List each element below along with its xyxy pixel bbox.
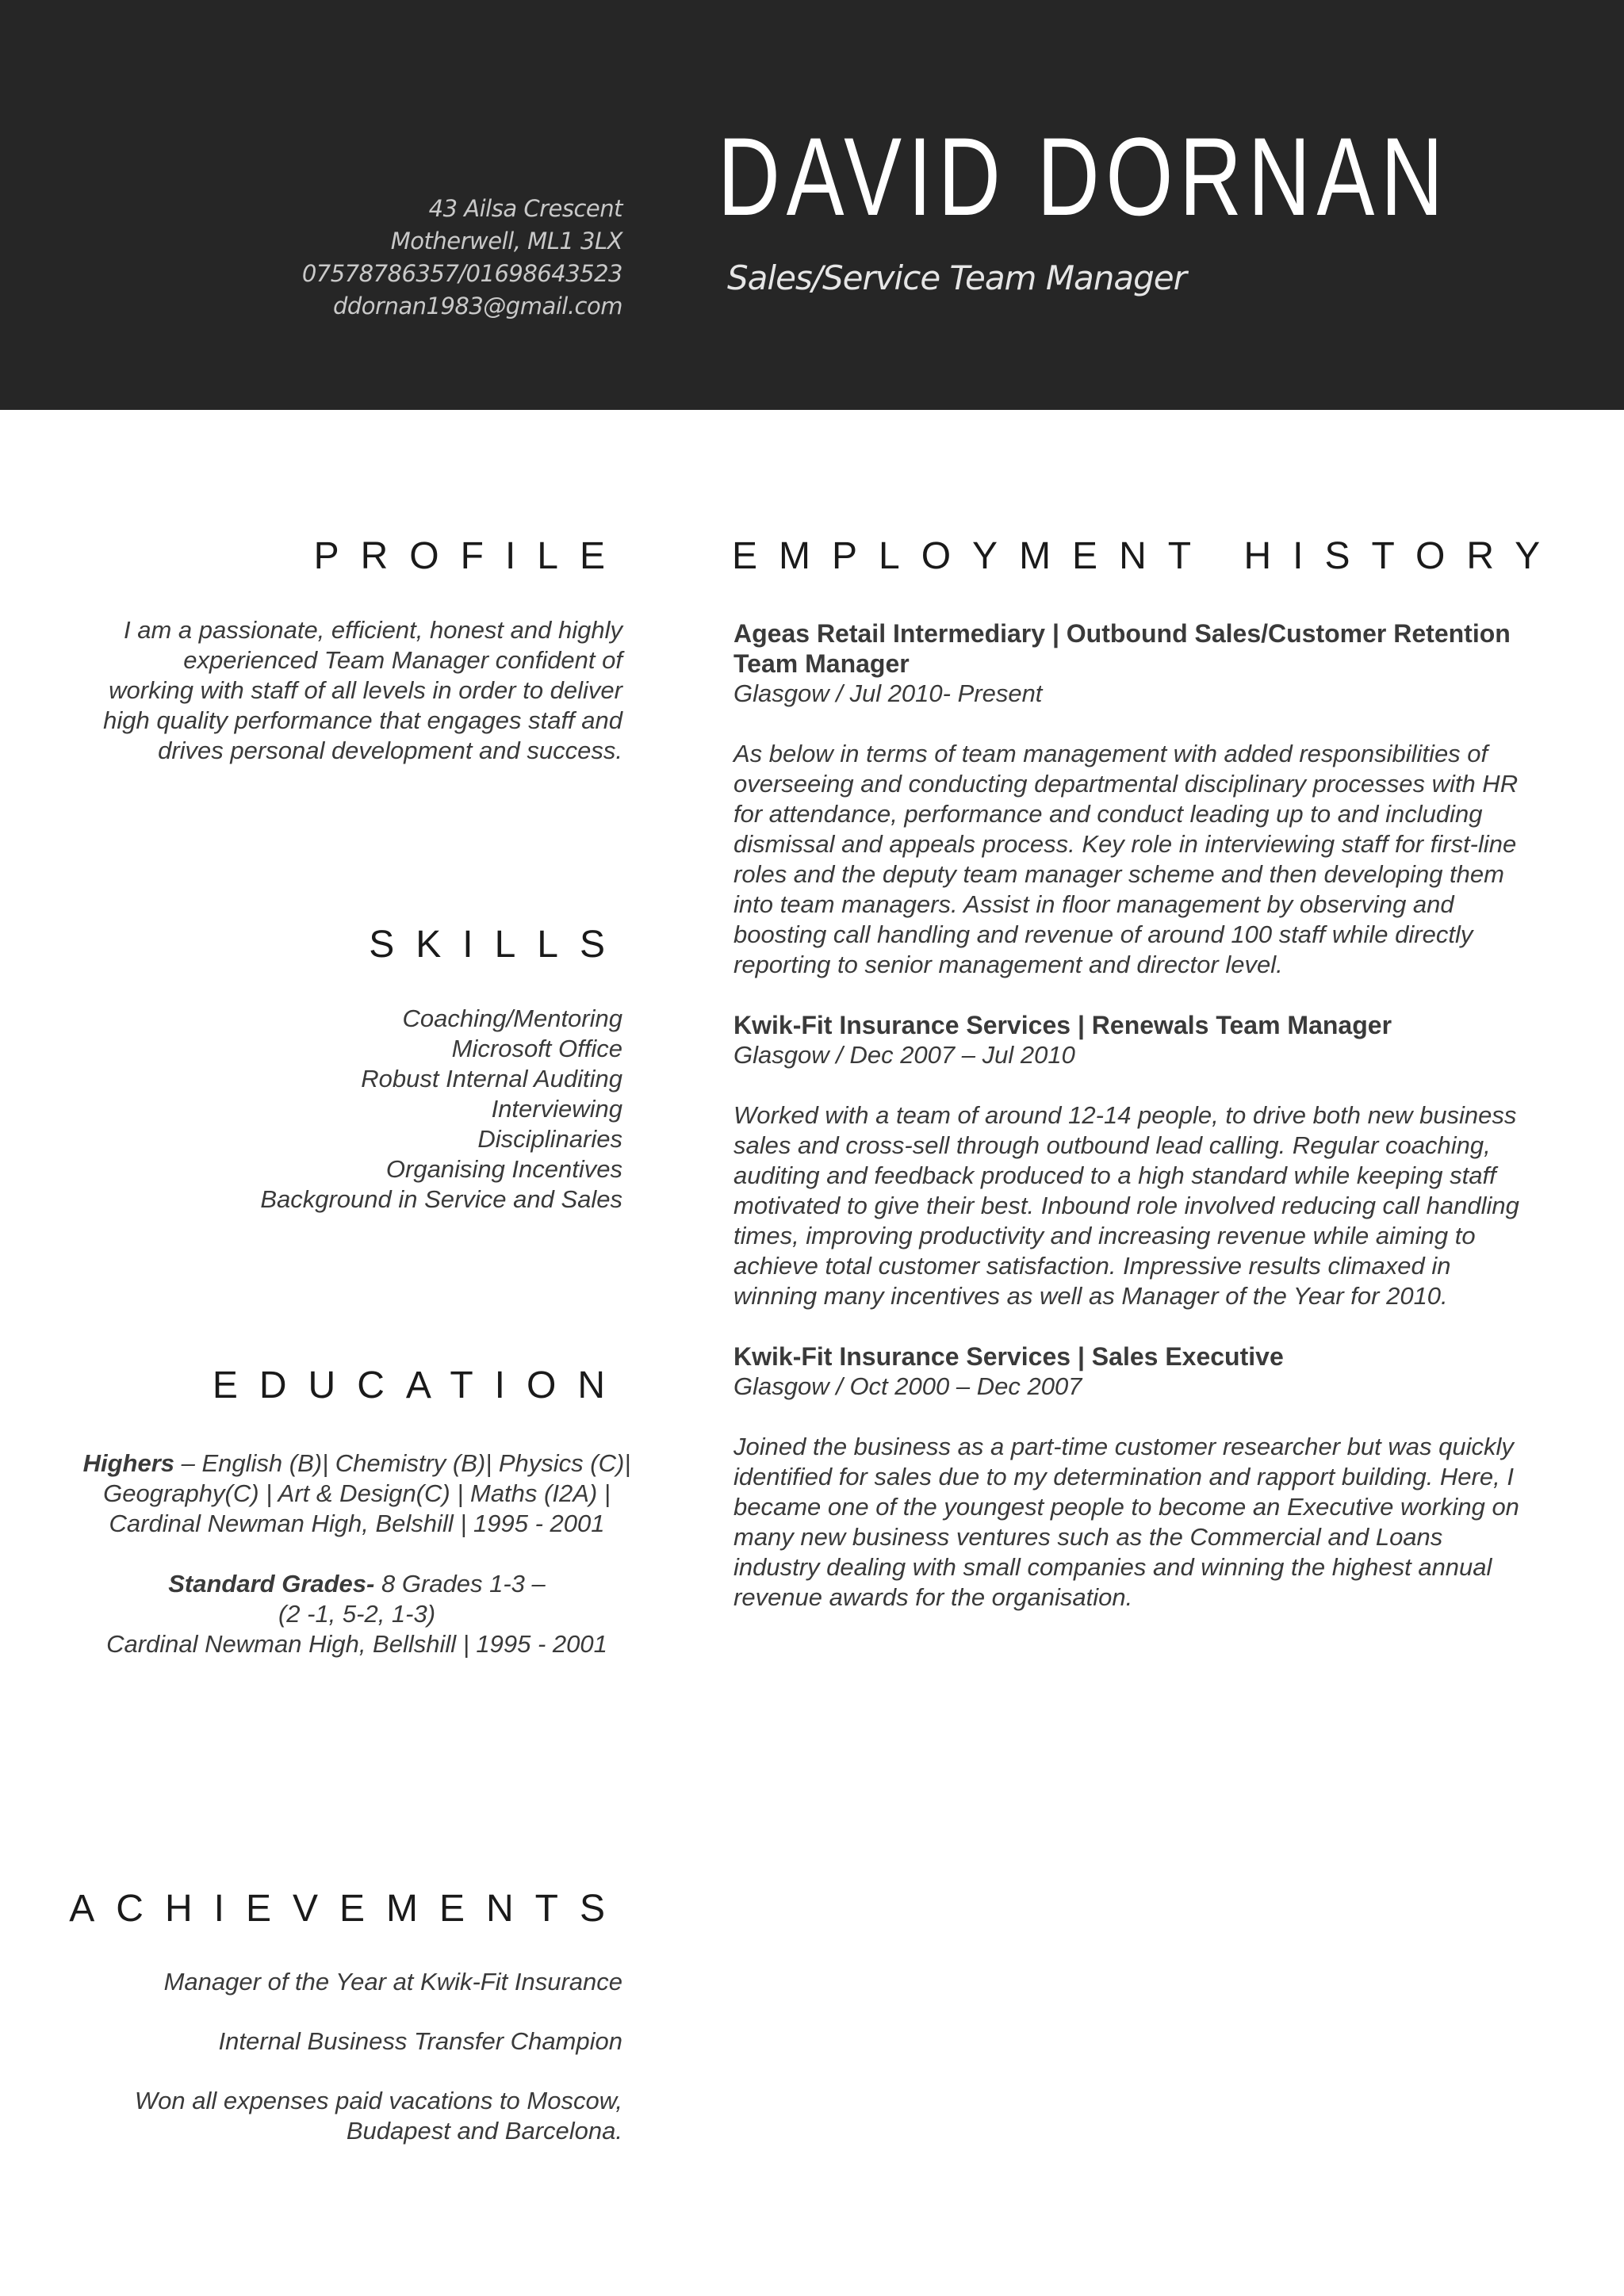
skill-item: Disciplinaries xyxy=(477,1125,622,1153)
job-description: Worked with a team of around 12-14 people, to drive both new business sales and cross-sell through outbound lead calling. Regular coaching, auditing and feedback produced to a high standard while keeping staff motivated to give their best. Inbound role involved reducing call handling times, improving productivity and increasing revenue while aiming to achieve total customer satisfaction. Impressive results climaxed in winning many incentives as well as Manager of the Year for 2010. xyxy=(733,1101,1519,1310)
skill-item: Robust Internal Auditing xyxy=(361,1065,622,1093)
skill-item: Organising Incentives xyxy=(385,1155,622,1183)
highers-label: Highers xyxy=(82,1449,175,1477)
job-heading: Kwik-Fit Insurance Services | Renewals Team Manager xyxy=(733,1011,1392,1039)
skill-item: Interviewing xyxy=(491,1095,622,1123)
education-heading: EDUCATION xyxy=(212,1364,626,1406)
header-banner xyxy=(0,0,1624,410)
skills-heading: SKILLS xyxy=(369,924,626,966)
achievements-list xyxy=(52,1967,622,2175)
achievement-item: Won all expenses paid vacations to Moscow, Budapest and Barcelona. xyxy=(134,2087,622,2145)
contact-phone: 07578786357/01698643523 xyxy=(301,260,622,287)
job-entry xyxy=(733,1010,1526,1311)
achievements-heading: ACHIEVEMENTS xyxy=(69,1888,626,1930)
profile-text: I am a passionate, efficient, honest and highly experienced Team Manager confident of working with staff of all levels in order to deliver high quality performance that engages staff and drives personal development and success. xyxy=(103,616,622,764)
contact-email[interactable]: ddornan1983@gmail.com xyxy=(332,293,622,320)
achievement-item: Internal Business Transfer Champion xyxy=(218,2027,622,2055)
standard-detail: (2 -1, 5-2, 1-3) xyxy=(278,1600,436,1628)
education-section xyxy=(56,1448,658,1659)
profile-heading: PROFILE xyxy=(313,535,626,577)
employment-heading: EMPLOYMENT HISTORY xyxy=(732,535,1562,577)
highers-subjects: – English (B)| Chemistry (B)| Physics (C)| Geography(C) | Art & Design(C) | Maths (I2A) | xyxy=(103,1449,631,1507)
job-location-dates: Glasgow / Jul 2010- Present xyxy=(733,679,1043,707)
standard-label: Standard Grades- xyxy=(168,1570,375,1598)
job-description: As below in terms of team management with added responsibilities of overseeing and conducting departmental disciplinary processes with HR for attendance, performance and conduct leading up to and including dismissal and appeals process. Key role in interviewing staff for first-line roles and the deputy team manager scheme and then developing them into team managers. Assist in floor management by observing and boosting call handling and revenue of around 100 staff while directly reporting to senior management and director level. xyxy=(733,740,1519,978)
standard-summary: 8 Grades 1-3 – xyxy=(374,1570,546,1598)
contact-address-line2: Motherwell, ML1 3LX xyxy=(390,228,622,254)
contact-block xyxy=(226,193,622,323)
skill-item: Microsoft Office xyxy=(451,1035,622,1062)
standard-school: Cardinal Newman High, Bellshill | 1995 - 2001 xyxy=(106,1630,607,1658)
highers-line xyxy=(56,1448,658,1509)
contact-address-line1: 43 Ailsa Crescent xyxy=(428,195,622,222)
achievement-item: Manager of the Year at Kwik-Fit Insurance xyxy=(163,1968,622,1996)
job-location-dates: Glasgow / Oct 2000 – Dec 2007 xyxy=(733,1372,1082,1400)
highers-school: Cardinal Newman High, Belshill | 1995 - 2001 xyxy=(109,1510,605,1537)
job-location-dates: Glasgow / Dec 2007 – Jul 2010 xyxy=(733,1041,1075,1069)
job-heading: Kwik-Fit Insurance Services | Sales Executive xyxy=(733,1342,1284,1371)
skill-item: Background in Service and Sales xyxy=(260,1185,622,1213)
education-highers xyxy=(56,1448,658,1539)
job-description: Joined the business as a part-time customer researcher but was quickly identified for sales due to my determination and rapport building. Here, I became one of the youngest people to become an Executive working on many new business ventures such as the Commercial and Loans industry dealing with small companies and winning the highest annual revenue awards for the organisation. xyxy=(733,1433,1519,1611)
candidate-name: DAVID DORNAN xyxy=(718,114,1450,239)
skills-list xyxy=(99,1004,622,1215)
job-heading: Ageas Retail Intermediary | Outbound Sales/Customer Retention Team Manager xyxy=(733,619,1511,678)
job-entry xyxy=(733,1341,1526,1613)
skill-item: Coaching/Mentoring xyxy=(402,1004,622,1032)
education-standard-grades xyxy=(56,1569,658,1659)
candidate-job-title: Sales/Service Team Manager xyxy=(727,258,1186,297)
employment-list xyxy=(733,618,1526,1613)
job-entry xyxy=(733,618,1526,980)
standard-line xyxy=(56,1569,658,1599)
